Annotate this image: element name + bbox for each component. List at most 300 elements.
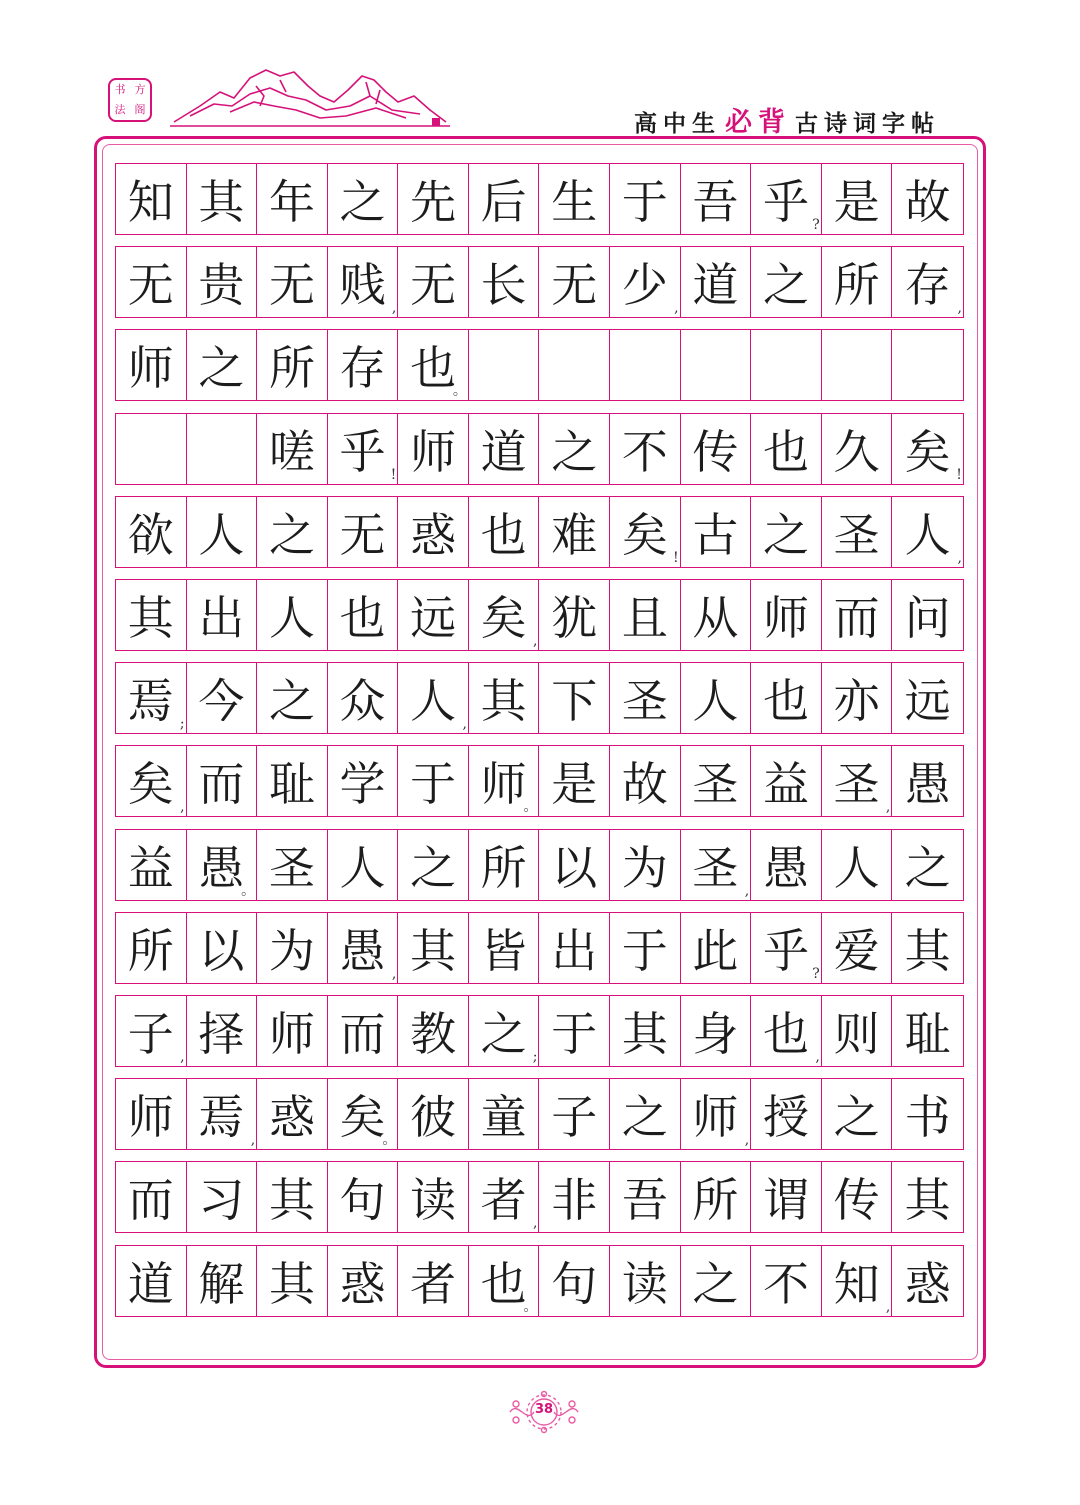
- grid-character: 是: [833, 175, 880, 229]
- grid-character: 之: [198, 341, 245, 396]
- grid-character: 道: [127, 1256, 174, 1311]
- grid-cell: [822, 247, 893, 317]
- grid-cell: [469, 830, 540, 900]
- title-suffix: 古诗词字帖: [795, 111, 940, 137]
- grid-cell: [187, 580, 258, 650]
- page-number: 38: [534, 1402, 554, 1417]
- grid-cell: [539, 830, 610, 900]
- grid-character: 其: [480, 674, 527, 729]
- grid-character: 从: [692, 591, 739, 645]
- grid-row: [115, 745, 964, 817]
- grid-cell: [187, 414, 258, 484]
- grid-character: 惑: [904, 1256, 951, 1311]
- grid-cell: [328, 247, 399, 317]
- grid-cell: [822, 1079, 893, 1149]
- grid-cell: [892, 1162, 963, 1232]
- punctuation-mark: ,: [885, 1298, 891, 1315]
- title-prefix: 高中生: [634, 111, 721, 137]
- grid-character: 知: [833, 1256, 880, 1311]
- grid-character: 问: [904, 591, 951, 645]
- grid-character: 也: [480, 507, 527, 562]
- grid-character: 亦: [833, 674, 880, 729]
- grid-row: [115, 1078, 964, 1150]
- grid-character: 师: [480, 757, 527, 812]
- grid-cell: [681, 580, 752, 650]
- grid-character: 愚: [762, 840, 809, 895]
- grid-character: 焉: [127, 674, 174, 729]
- grid-cell: [539, 1246, 610, 1316]
- grid-cell: [398, 164, 469, 234]
- grid-cell: [892, 330, 963, 400]
- grid-character: 人: [904, 507, 951, 562]
- grid-character: 于: [621, 923, 668, 978]
- grid-character: 之: [833, 1090, 880, 1145]
- grid-cell: [187, 1246, 258, 1316]
- grid-cell: [539, 330, 610, 400]
- grid-character: 远: [410, 591, 457, 645]
- book-title: [634, 100, 940, 138]
- grid-cell: [892, 996, 963, 1066]
- grid-cell: [539, 996, 610, 1066]
- seal-char: 方: [134, 83, 146, 96]
- grid-character: 者: [480, 1173, 527, 1228]
- grid-cell: [892, 497, 963, 567]
- grid-character: 也: [339, 591, 386, 645]
- grid-cell: [328, 913, 399, 983]
- grid-character: 吾: [692, 175, 739, 229]
- grid-character: 矣: [480, 591, 527, 645]
- grid-cell: [398, 580, 469, 650]
- grid-character: 耻: [268, 757, 315, 812]
- grid-character: 人: [339, 840, 386, 895]
- grid-cell: [187, 1079, 258, 1149]
- grid-character: 矣: [621, 507, 668, 562]
- page-header: [0, 0, 1080, 140]
- grid-row: [115, 829, 964, 901]
- grid-character: 无: [339, 507, 386, 562]
- grid-character: 读: [621, 1256, 668, 1311]
- grid-character: 无: [127, 258, 174, 313]
- grid-character: 远: [904, 674, 951, 729]
- grid-character: 于: [621, 175, 668, 229]
- grid-cell: [610, 247, 681, 317]
- grid-cell: [328, 1079, 399, 1149]
- grid-cell: [610, 913, 681, 983]
- punctuation-mark: ,: [533, 633, 538, 649]
- grid-cell: [257, 663, 328, 733]
- grid-cell: [610, 663, 681, 733]
- grid-character: 其: [198, 175, 245, 229]
- grid-character: 久: [833, 424, 880, 479]
- grid-character: 人: [833, 840, 880, 895]
- grid-character: 愚: [339, 923, 386, 978]
- grid-cell: [892, 830, 963, 900]
- grid-cell: [892, 663, 963, 733]
- grid-cell: [187, 663, 258, 733]
- grid-cell: [469, 1079, 540, 1149]
- punctuation-mark: ,: [391, 965, 397, 982]
- grid-cell: [398, 497, 469, 567]
- grid-cell: [328, 830, 399, 900]
- grid-cell: [116, 1162, 187, 1232]
- seal-char: 阁: [134, 103, 146, 116]
- punctuation-mark: ?: [812, 965, 820, 982]
- grid-cell: [539, 247, 610, 317]
- grid-character: 师: [127, 341, 174, 396]
- grid-cell: [469, 1162, 540, 1232]
- grid-cell: [822, 497, 893, 567]
- grid-character: 知: [127, 175, 174, 229]
- grid-cell: [398, 746, 469, 816]
- grid-cell: [398, 414, 469, 484]
- grid-cell: [681, 414, 752, 484]
- grid-character: 不: [762, 1256, 809, 1311]
- grid-character: 其: [268, 1256, 315, 1311]
- grid-cell: [610, 746, 681, 816]
- grid-cell: [892, 746, 963, 816]
- grid-cell: [822, 746, 893, 816]
- punctuation-mark: ?: [812, 217, 820, 233]
- grid-cell: [398, 913, 469, 983]
- grid-cell: [469, 746, 540, 816]
- grid-row: [115, 163, 964, 235]
- grid-character: 圣: [268, 840, 315, 895]
- grid-character: 其: [904, 1173, 951, 1228]
- grid-row: [115, 995, 964, 1067]
- grid-character: 为: [268, 923, 315, 978]
- grid-character: 先: [410, 175, 457, 229]
- grid-row: [115, 329, 964, 401]
- grid-character: 矣: [127, 757, 174, 812]
- grid-character: 之: [410, 840, 457, 895]
- grid-character: 解: [198, 1256, 245, 1311]
- grid-character: 人: [268, 591, 315, 645]
- grid-cell: [822, 663, 893, 733]
- grid-character: 彼: [410, 1090, 457, 1145]
- grid-character: 乎: [339, 424, 386, 479]
- grid-character: 者: [410, 1256, 457, 1311]
- grid-cell: [539, 663, 610, 733]
- grid-cell: [257, 830, 328, 900]
- grid-cell: [398, 830, 469, 900]
- grid-character: 下: [551, 674, 598, 729]
- grid-character: 之: [480, 1007, 527, 1061]
- grid-character: 吾: [621, 1173, 668, 1228]
- grid-character: 则: [833, 1007, 880, 1061]
- grid-cell: [751, 1162, 822, 1232]
- grid-cell: [610, 1162, 681, 1232]
- grid-cell: [822, 1162, 893, 1232]
- mountain-illustration: [170, 66, 450, 130]
- grid-character: 所: [480, 840, 527, 895]
- grid-character: 且: [621, 591, 668, 645]
- grid-character: 也: [762, 1007, 809, 1061]
- seal-char: 法: [114, 103, 126, 116]
- grid-cell: [187, 746, 258, 816]
- grid-cell: [257, 746, 328, 816]
- grid-cell: [681, 996, 752, 1066]
- grid-character: 耻: [904, 1007, 951, 1061]
- grid-cell: [328, 580, 399, 650]
- grid-cell: [257, 414, 328, 484]
- grid-character: 之: [762, 507, 809, 562]
- grid-character: 人: [410, 674, 457, 729]
- grid-character: 出: [551, 923, 598, 978]
- grid-row: [115, 1245, 964, 1317]
- grid-cell: [257, 164, 328, 234]
- grid-character: 之: [904, 840, 951, 895]
- grid-character: 益: [127, 840, 174, 895]
- grid-cell: [610, 580, 681, 650]
- grid-cell: [257, 330, 328, 400]
- grid-character: 而: [339, 1007, 386, 1061]
- grid-character: 师: [127, 1090, 174, 1145]
- grid-cell: [539, 913, 610, 983]
- grid-character: 非: [551, 1173, 598, 1228]
- grid-character: 年: [268, 175, 315, 229]
- grid-cell: [469, 1246, 540, 1316]
- grid-character: 无: [410, 258, 457, 313]
- grid-character: 益: [762, 757, 809, 812]
- grid-cell: [610, 497, 681, 567]
- grid-character: 无: [268, 258, 315, 313]
- grid-character: 皆: [480, 923, 527, 978]
- punctuation-mark: 。: [241, 882, 256, 899]
- grid-cell: [116, 247, 187, 317]
- grid-cell: [469, 247, 540, 317]
- grid-cell: [469, 663, 540, 733]
- grid-cell: [751, 830, 822, 900]
- grid-cell: [539, 580, 610, 650]
- grid-cell: [681, 330, 752, 400]
- grid-character: 以: [551, 840, 598, 895]
- punctuation-mark: ,: [391, 300, 397, 317]
- grid-cell: [257, 497, 328, 567]
- grid-character: 愚: [904, 757, 951, 812]
- grid-cell: [469, 414, 540, 484]
- page-number-ornament: [508, 1390, 580, 1434]
- grid-character: 习: [198, 1173, 245, 1228]
- grid-cell: [187, 1162, 258, 1232]
- grid-character: 圣: [621, 674, 668, 729]
- grid-character: 乎: [762, 175, 809, 229]
- grid-character: 子: [127, 1007, 174, 1061]
- punctuation-mark: ,: [744, 1132, 750, 1149]
- grid-cell: [610, 164, 681, 234]
- grid-cell: [328, 414, 399, 484]
- grid-cell: [751, 580, 822, 650]
- grid-row: [115, 912, 964, 984]
- grid-character: 犹: [551, 591, 598, 645]
- punctuation-mark: ,: [744, 882, 750, 899]
- grid-character: 出: [198, 591, 245, 645]
- grid-character: 少: [621, 258, 668, 313]
- grid-character: 师: [692, 1090, 739, 1145]
- grid-cell: [751, 1079, 822, 1149]
- grid-character: 矣: [339, 1090, 386, 1145]
- grid-cell: [892, 1246, 963, 1316]
- punctuation-mark: ;: [179, 716, 185, 733]
- grid-cell: [116, 830, 187, 900]
- grid-character: 其: [268, 1173, 315, 1228]
- grid-cell: [116, 663, 187, 733]
- grid-character: 之: [621, 1090, 668, 1145]
- grid-character: 子: [551, 1090, 598, 1145]
- grid-cell: [187, 913, 258, 983]
- grid-cell: [469, 996, 540, 1066]
- grid-cell: [328, 164, 399, 234]
- grid-character: 爱: [833, 923, 880, 978]
- grid-character: 道: [692, 258, 739, 313]
- grid-character: 所: [268, 341, 315, 396]
- grid-row: [115, 413, 964, 485]
- grid-cell: [469, 497, 540, 567]
- punctuation-mark: ,: [957, 300, 962, 317]
- grid-cell: [539, 414, 610, 484]
- grid-character: 所: [692, 1173, 739, 1228]
- punctuation-mark: ,: [815, 1049, 820, 1065]
- grid-character: 其: [410, 923, 457, 978]
- grid-character: 焉: [198, 1090, 245, 1145]
- grid-character: 无: [551, 258, 598, 313]
- grid-character: 为: [621, 840, 668, 895]
- grid-character: 而: [833, 591, 880, 645]
- grid-cell: [398, 330, 469, 400]
- grid-character: 故: [621, 757, 668, 812]
- grid-cell: [610, 1246, 681, 1316]
- grid-row: [115, 246, 964, 318]
- grid-character: 乎: [762, 923, 809, 978]
- grid-character: 而: [127, 1173, 174, 1228]
- grid-cell: [398, 996, 469, 1066]
- grid-character: 惑: [410, 507, 457, 562]
- grid-cell: [116, 330, 187, 400]
- grid-cell: [328, 1162, 399, 1232]
- grid-row: [115, 662, 964, 734]
- grid-character: 之: [268, 674, 315, 729]
- grid-cell: [681, 663, 752, 733]
- grid-cell: [892, 414, 963, 484]
- grid-character: 学: [339, 757, 386, 812]
- grid-cell: [822, 996, 893, 1066]
- grid-character: 生: [551, 175, 598, 229]
- grid-character: 是: [551, 757, 598, 812]
- grid-cell: [610, 1079, 681, 1149]
- punctuation-mark: ,: [180, 799, 185, 816]
- grid-character: 其: [904, 923, 951, 978]
- grid-cell: [822, 330, 893, 400]
- grid-cell: [328, 663, 399, 733]
- grid-cell: [751, 414, 822, 484]
- grid-character: 人: [692, 674, 739, 729]
- grid-cell: [751, 247, 822, 317]
- grid-cell: [187, 996, 258, 1066]
- grid-cell: [187, 164, 258, 234]
- punctuation-mark: ,: [533, 1215, 538, 1232]
- grid-cell: [187, 497, 258, 567]
- grid-cell: [116, 414, 187, 484]
- grid-cell: [539, 164, 610, 234]
- grid-character: 嗟: [268, 424, 315, 479]
- grid-cell: [116, 913, 187, 983]
- grid-cell: [116, 1246, 187, 1316]
- grid-cell: [469, 913, 540, 983]
- grid-character: 之: [692, 1256, 739, 1311]
- grid-character: 授: [762, 1090, 809, 1145]
- grid-cell: [328, 996, 399, 1066]
- punctuation-mark: ,: [674, 300, 679, 317]
- grid-row: [115, 579, 964, 651]
- grid-cell: [398, 1162, 469, 1232]
- grid-cell: [822, 580, 893, 650]
- grid-character: 之: [268, 507, 315, 562]
- grid-cell: [892, 164, 963, 234]
- grid-character: 于: [551, 1007, 598, 1061]
- grid-cell: [610, 830, 681, 900]
- punctuation-mark: 。: [382, 1132, 397, 1149]
- grid-cell: [469, 330, 540, 400]
- grid-row: [115, 1161, 964, 1233]
- grid-cell: [187, 330, 258, 400]
- grid-character: 句: [551, 1256, 598, 1311]
- grid-cell: [822, 414, 893, 484]
- grid-character: 人: [198, 507, 245, 562]
- grid-cell: [610, 414, 681, 484]
- grid-character: 也: [762, 674, 809, 729]
- grid-character: 师: [410, 424, 457, 479]
- punctuation-mark: ,: [957, 549, 962, 566]
- grid-character: 圣: [833, 757, 880, 812]
- grid-character: 愚: [198, 840, 245, 895]
- grid-cell: [681, 497, 752, 567]
- grid-character: 众: [339, 674, 386, 729]
- grid-character: 不: [621, 424, 668, 479]
- punctuation-mark: 。: [523, 799, 538, 816]
- grid-character: 教: [410, 1007, 457, 1061]
- grid-cell: [681, 164, 752, 234]
- grid-cell: [116, 1079, 187, 1149]
- grid-character: 句: [339, 1173, 386, 1228]
- grid-cell: [610, 330, 681, 400]
- grid-character: 故: [904, 175, 951, 229]
- grid-cell: [751, 996, 822, 1066]
- grid-cell: [257, 247, 328, 317]
- grid-character: 圣: [692, 840, 739, 895]
- grid-cell: [751, 1246, 822, 1316]
- grid-cell: [257, 1246, 328, 1316]
- grid-character: 道: [480, 424, 527, 479]
- grid-character: 读: [410, 1173, 457, 1228]
- grid-cell: [751, 913, 822, 983]
- grid-cell: [116, 497, 187, 567]
- punctuation-mark: 。: [523, 1298, 538, 1315]
- grid-cell: [751, 746, 822, 816]
- grid-character: 存: [339, 341, 386, 396]
- grid-character: 古: [692, 507, 739, 562]
- grid-cell: [892, 247, 963, 317]
- grid-character: 之: [551, 424, 598, 479]
- grid-cell: [822, 164, 893, 234]
- grid-cell: [257, 996, 328, 1066]
- grid-character: 其: [127, 591, 174, 645]
- grid-character: 之: [339, 175, 386, 229]
- grid-cell: [116, 580, 187, 650]
- grid-character: 所: [833, 258, 880, 313]
- grid-character: 今: [198, 674, 245, 729]
- grid-cell: [398, 663, 469, 733]
- grid-character: 惑: [339, 1256, 386, 1311]
- grid-cell: [539, 746, 610, 816]
